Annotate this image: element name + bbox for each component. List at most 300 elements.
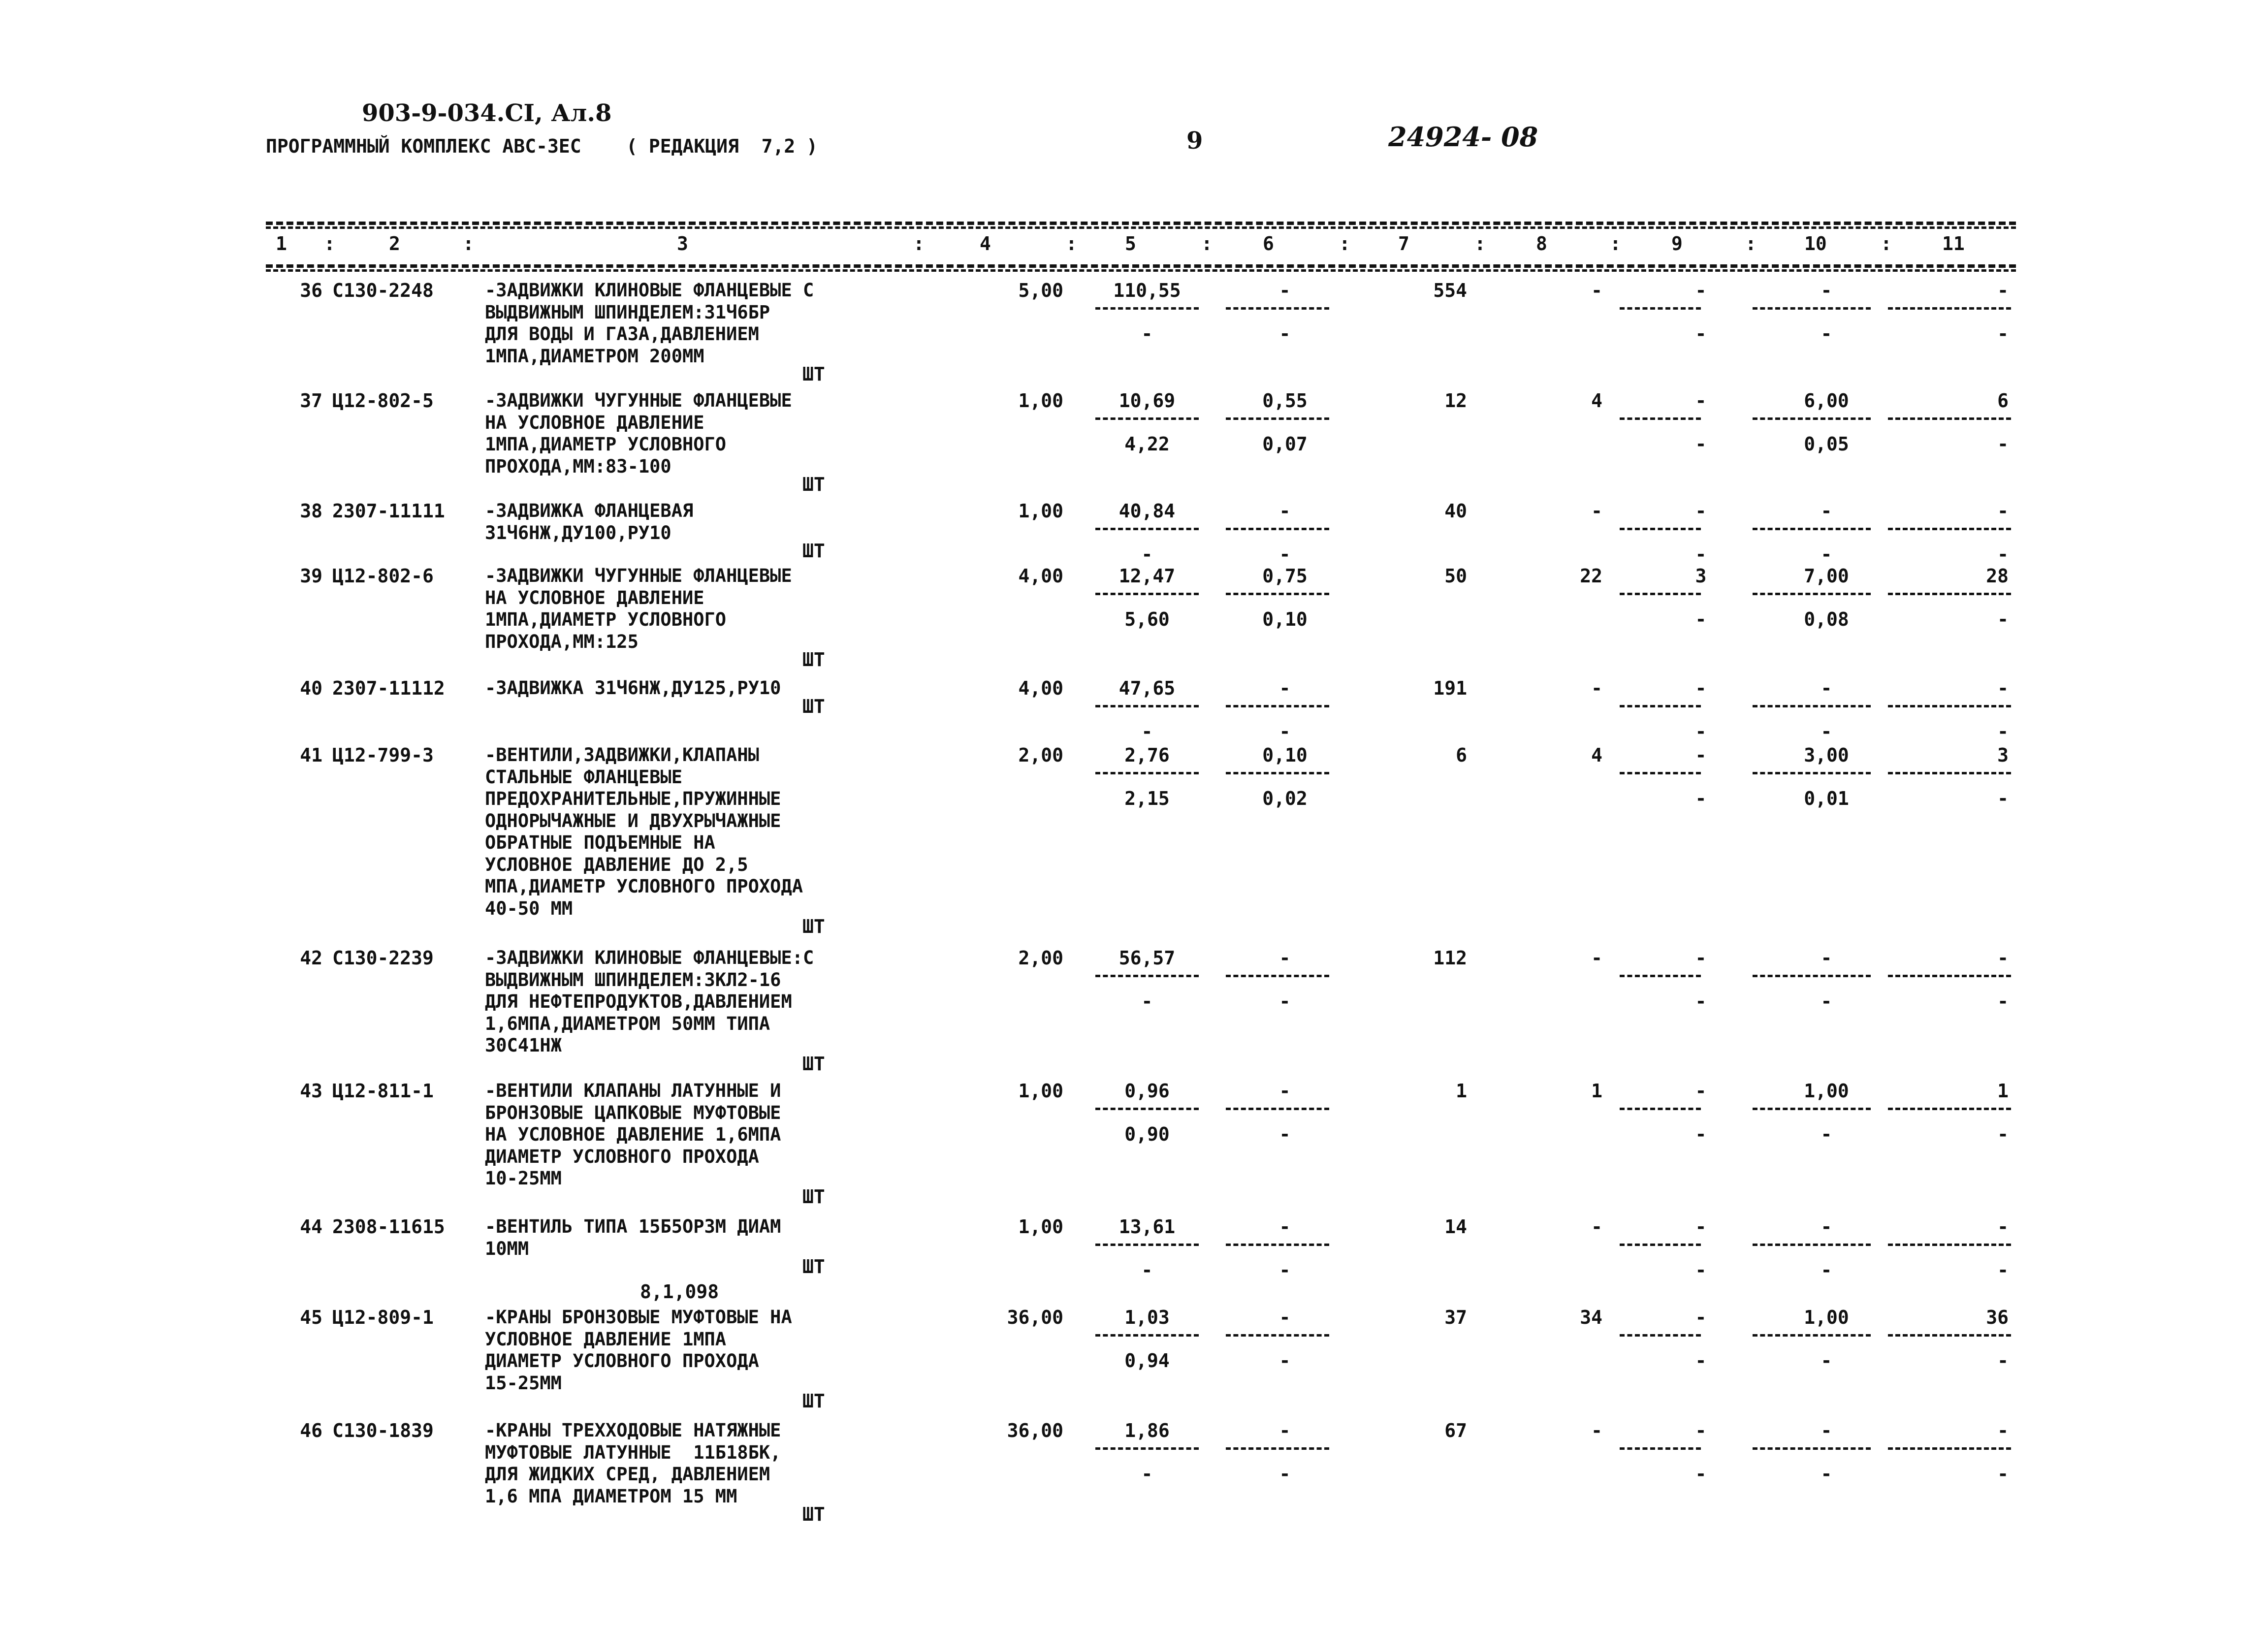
row-quantity: 1,00 (1018, 1216, 1063, 1238)
row-description-line: -КРАНЫ БРОНЗОВЫЕ МУФТОВЫЕ НА (485, 1307, 792, 1328)
cell-divider-line (1226, 417, 1329, 420)
table-top-rule (266, 222, 2016, 225)
cell-divider-line (1888, 417, 2011, 420)
cell-divider-line (1620, 1334, 1701, 1337)
row-col11: - (1997, 500, 2009, 522)
row-col9: - (1695, 677, 1707, 699)
row-number: 45 (300, 1307, 322, 1328)
col-sep: : (324, 233, 335, 255)
row-col5-lower: 4,22 (1124, 433, 1170, 455)
row-col5: 1,03 (1124, 1307, 1170, 1328)
row-quantity: 5,00 (1018, 280, 1063, 301)
cell-divider-line (1226, 1108, 1329, 1110)
row-col6: - (1279, 947, 1291, 969)
row-col9: - (1695, 1307, 1707, 1328)
row-col10-lower: 0,05 (1804, 433, 1849, 455)
row-col10: 6,00 (1804, 390, 1849, 412)
row-unit: ШТ (802, 649, 825, 670)
col-header-5: 5 (1125, 233, 1136, 255)
cell-divider-line (1095, 1244, 1199, 1246)
col-header-6: 6 (1263, 233, 1274, 255)
row-col6-lower: - (1279, 1350, 1291, 1372)
row-col9-lower: - (1695, 608, 1707, 630)
row-col11: 28 (1986, 565, 2009, 587)
row-col10: 1,00 (1804, 1307, 1849, 1328)
cell-divider-line (1226, 1244, 1329, 1246)
row-pre-note: 8,1,098 (640, 1281, 719, 1303)
cell-divider-line (1226, 593, 1329, 595)
row-description-line: -ЗАДВИЖКИ ЧУГУННЫЕ ФЛАНЦЕВЫЕ (485, 565, 792, 586)
row-col7: 37 (1444, 1307, 1467, 1328)
row-col6: - (1279, 1080, 1291, 1102)
row-description-line: 10ММ (485, 1238, 529, 1259)
row-col5: 12,47 (1118, 565, 1176, 587)
row-quantity: 4,00 (1018, 677, 1063, 699)
row-col5-lower: 0,94 (1124, 1350, 1170, 1372)
row-col9-lower: - (1695, 721, 1707, 742)
row-col11: - (1997, 947, 2009, 969)
cell-divider-line (1620, 705, 1701, 707)
row-description-line: ДЛЯ ВОДЫ И ГАЗА,ДАВЛЕНИЕМ (485, 323, 759, 345)
row-col5-lower: - (1141, 323, 1153, 345)
row-col11: 3 (1997, 744, 2009, 766)
row-col6: - (1279, 280, 1291, 301)
row-col9: - (1695, 1420, 1707, 1441)
row-code: 2307-11112 (332, 677, 445, 699)
row-col8: 1 (1591, 1080, 1602, 1102)
cell-divider-line (1753, 307, 1871, 310)
row-code: С130-2239 (332, 947, 434, 969)
cell-divider-line (1226, 705, 1329, 707)
row-col9-lower: - (1695, 323, 1707, 345)
row-description-line: -ЗАДВИЖКА ФЛАНЦЕВАЯ (485, 500, 694, 521)
row-col9: - (1695, 744, 1707, 766)
cell-divider-line (1753, 705, 1871, 707)
cell-divider-line (1620, 1447, 1701, 1450)
row-col5-lower: 5,60 (1124, 608, 1170, 630)
table-top-rule-2 (266, 226, 2016, 229)
row-description-line: 15-25ММ (485, 1372, 562, 1394)
row-col11-lower: - (1997, 608, 2009, 630)
program-line: ПРОГРАММНЫЙ КОМПЛЕКС АВС-ЗЕС ( РЕДАКЦИЯ 7,2 ) (266, 135, 818, 157)
cell-divider-line (1888, 1244, 2011, 1246)
handwritten-code: 24924- 08 (1388, 121, 1538, 153)
row-description-line: 1МПА,ДИАМЕТРОМ 200ММ (485, 345, 704, 367)
row-col11-lower: - (1997, 990, 2009, 1012)
row-description-line: 10-25ММ (485, 1168, 562, 1189)
col-sep: : (1610, 233, 1621, 255)
row-col9: - (1695, 1080, 1707, 1102)
page-number: 9 (1186, 127, 1203, 155)
row-col10: - (1821, 947, 1832, 969)
row-quantity: 1,00 (1018, 1080, 1063, 1102)
row-col10: - (1821, 280, 1832, 301)
cell-divider-line (1620, 417, 1701, 420)
row-description-line: 31Ч6НЖ,ДУ100,РУ10 (485, 522, 671, 543)
row-col11-lower: - (1997, 543, 2009, 565)
col-header-1: 1 (276, 233, 287, 255)
col-sep: : (1339, 233, 1350, 255)
row-col7: 554 (1433, 280, 1467, 301)
row-col5: 2,76 (1124, 744, 1170, 766)
cell-divider-line (1888, 1108, 2011, 1110)
table-header-bottom-rule-2 (266, 269, 2016, 272)
row-description-line: ДЛЯ НЕФТЕПРОДУКТОВ,ДАВЛЕНИЕМ (485, 991, 792, 1012)
row-col6-lower: 0,07 (1262, 433, 1308, 455)
row-description-line: -ВЕНТИЛИ КЛАПАНЫ ЛАТУННЫЕ И (485, 1080, 781, 1101)
cell-divider-line (1753, 1334, 1871, 1337)
cell-divider-line (1753, 417, 1871, 420)
cell-divider-line (1226, 528, 1329, 530)
row-col11-lower: - (1997, 1259, 2009, 1281)
cell-divider-line (1753, 528, 1871, 530)
row-col8: - (1591, 947, 1602, 969)
col-header-8: 8 (1536, 233, 1547, 255)
row-quantity: 2,00 (1018, 744, 1063, 766)
cell-divider-line (1620, 772, 1701, 774)
row-description-line: -ВЕНТИЛИ,ЗАДВИЖКИ,КЛАПАНЫ (485, 744, 759, 766)
col-header-4: 4 (980, 233, 991, 255)
cell-divider-line (1095, 975, 1199, 977)
row-col7: 40 (1444, 500, 1467, 522)
row-description-line: ПРОХОДА,ММ:125 (485, 631, 639, 652)
row-col5: 1,86 (1124, 1420, 1170, 1441)
cell-divider-line (1888, 705, 2011, 707)
row-description-line: ПРЕДОХРАНИТЕЛЬНЫЕ,ПРУЖИННЫЕ (485, 788, 781, 809)
row-unit: ШТ (802, 1256, 825, 1277)
row-col10-lower: - (1821, 1463, 1832, 1485)
col-sep: : (463, 233, 474, 255)
row-col5-lower: - (1141, 1463, 1153, 1485)
row-number: 38 (300, 500, 322, 522)
row-col7: 50 (1444, 565, 1467, 587)
cell-divider-line (1095, 307, 1199, 310)
row-number: 40 (300, 677, 322, 699)
row-col8: - (1591, 500, 1602, 522)
row-col8: - (1591, 677, 1602, 699)
row-col6: 0,10 (1262, 744, 1308, 766)
row-description-line: 30С41НЖ (485, 1035, 562, 1056)
col-header-9: 9 (1671, 233, 1683, 255)
row-col6: - (1279, 1216, 1291, 1238)
cell-divider-line (1888, 772, 2011, 774)
row-col6: - (1279, 500, 1291, 522)
cell-divider-line (1753, 772, 1871, 774)
row-col6-lower: - (1279, 543, 1291, 565)
row-number: 41 (300, 744, 322, 766)
row-col8: 4 (1591, 390, 1602, 412)
row-description-line: ДИАМЕТР УСЛОВНОГО ПРОХОДА (485, 1350, 759, 1372)
row-description-line: -ЗАДВИЖКА 31Ч6НЖ,ДУ125,РУ10 (485, 677, 781, 699)
row-description-line: 40-50 ММ (485, 897, 573, 919)
cell-divider-line (1620, 1244, 1701, 1246)
cell-divider-line (1753, 1108, 1871, 1110)
row-col10: 7,00 (1804, 565, 1849, 587)
row-unit: ШТ (802, 540, 825, 562)
row-col11: 1 (1997, 1080, 2009, 1102)
row-col11: - (1997, 1420, 2009, 1441)
row-unit: ШТ (802, 1390, 825, 1412)
col-sep: : (1201, 233, 1213, 255)
row-col9-lower: - (1695, 433, 1707, 455)
col-sep: : (1066, 233, 1077, 255)
row-description-line: НА УСЛОВНОЕ ДАВЛЕНИЕ (485, 587, 704, 608)
row-col5-lower: - (1141, 990, 1153, 1012)
row-col5: 40,84 (1118, 500, 1176, 522)
row-col5: 13,61 (1118, 1216, 1176, 1238)
row-col6-lower: - (1279, 990, 1291, 1012)
row-number: 36 (300, 280, 322, 301)
row-description-line: УСЛОВНОЕ ДАВЛЕНИЕ ДО 2,5 (485, 854, 748, 875)
row-col7: 191 (1433, 677, 1467, 699)
row-col10-lower: - (1821, 1350, 1832, 1372)
cell-divider-line (1753, 1447, 1871, 1450)
cell-divider-line (1888, 975, 2011, 977)
row-number: 39 (300, 565, 322, 587)
row-description-line: ВЫДВИЖНЫМ ШПИНДЕЛЕМ:ЗКЛ2-16 (485, 969, 781, 990)
row-description-line: ОДНОРЫЧАЖНЫЕ И ДВУХРЫЧАЖНЫЕ (485, 810, 781, 831)
row-number: 42 (300, 947, 322, 969)
cell-divider-line (1888, 1447, 2011, 1450)
cell-divider-line (1620, 593, 1701, 595)
row-description-line: МПА,ДИАМЕТР УСЛОВНОГО ПРОХОДА (485, 876, 803, 897)
row-col9: 3 (1695, 565, 1707, 587)
row-col9-lower: - (1695, 543, 1707, 565)
row-quantity: 36,00 (1007, 1307, 1063, 1328)
row-col10: - (1821, 500, 1832, 522)
row-col5-lower: - (1141, 721, 1153, 742)
cell-divider-line (1095, 1108, 1199, 1110)
row-description-line: СТАЛЬНЫЕ ФЛАНЦЕВЫЕ (485, 766, 682, 788)
cell-divider-line (1620, 1108, 1701, 1110)
row-description-line: -КРАНЫ ТРЕХХОДОВЫЕ НАТЯЖНЫЕ (485, 1420, 781, 1441)
row-description-line: 1МПА,ДИАМЕТР УСЛОВНОГО (485, 434, 727, 455)
row-col8: - (1591, 1420, 1602, 1441)
cell-divider-line (1620, 528, 1701, 530)
row-col5: 10,69 (1118, 390, 1176, 412)
row-col8: 4 (1591, 744, 1602, 766)
row-col11-lower: - (1997, 1463, 2009, 1485)
row-description-line: ДИАМЕТР УСЛОВНОГО ПРОХОДА (485, 1146, 759, 1167)
row-col5: 47,65 (1118, 677, 1176, 699)
row-col11-lower: - (1997, 721, 2009, 742)
row-description-line: -ЗАДВИЖКИ КЛИНОВЫЕ ФЛАНЦЕВЫЕ С (485, 280, 814, 301)
col-header-3: 3 (677, 233, 688, 255)
cell-divider-line (1226, 975, 1329, 977)
row-col6: - (1279, 1420, 1291, 1441)
row-col11-lower: - (1997, 788, 2009, 809)
row-col8: 22 (1580, 565, 1602, 587)
row-number: 43 (300, 1080, 322, 1102)
cell-divider-line (1095, 1447, 1199, 1450)
row-col11: 6 (1997, 390, 2009, 412)
row-description-line: ВЫДВИЖНЫМ ШПИНДЕЛЕМ:31Ч6БР (485, 301, 770, 323)
row-col11: - (1997, 280, 2009, 301)
col-sep: : (1745, 233, 1757, 255)
col-sep: : (913, 233, 925, 255)
row-description-line: ОБРАТНЫЕ ПОДЪЕМНЫЕ НА (485, 832, 715, 853)
row-col9-lower: - (1695, 1463, 1707, 1485)
row-description-line: УСЛОВНОЕ ДАВЛЕНИЕ 1МПА (485, 1328, 727, 1350)
row-code: Ц12-802-6 (332, 565, 434, 587)
row-col8: 34 (1580, 1307, 1602, 1328)
row-quantity: 36,00 (1007, 1420, 1063, 1441)
row-col7: 14 (1444, 1216, 1467, 1238)
cell-divider-line (1226, 1447, 1329, 1450)
row-col5: 56,57 (1118, 947, 1176, 969)
row-col5-lower: - (1141, 543, 1153, 565)
table-header-bottom-rule (266, 264, 2016, 268)
row-quantity: 4,00 (1018, 565, 1063, 587)
row-col6: - (1279, 1307, 1291, 1328)
cell-divider-line (1095, 772, 1199, 774)
row-unit: ШТ (802, 1185, 825, 1208)
row-col11: - (1997, 677, 2009, 699)
col-header-11: 11 (1942, 233, 1965, 255)
cell-divider-line (1226, 772, 1329, 774)
cell-divider-line (1226, 1334, 1329, 1337)
row-col5-lower: 2,15 (1124, 788, 1170, 809)
row-col5: 0,96 (1124, 1080, 1170, 1102)
cell-divider-line (1753, 975, 1871, 977)
row-description-line: ПРОХОДА,ММ:83-100 (485, 455, 671, 477)
cell-divider-line (1095, 705, 1199, 707)
row-description-line: ДЛЯ ЖИДКИХ СРЕД, ДАВЛЕНИЕМ (485, 1464, 770, 1485)
row-col11-lower: - (1997, 433, 2009, 455)
row-col9-lower: - (1695, 990, 1707, 1012)
row-col10: - (1821, 677, 1832, 699)
row-col10: 3,00 (1804, 744, 1849, 766)
row-col11: 36 (1986, 1307, 2009, 1328)
row-description-line: НА УСЛОВНОЕ ДАВЛЕНИЕ (485, 412, 704, 433)
col-sep: : (1474, 233, 1486, 255)
row-quantity: 1,00 (1018, 500, 1063, 522)
row-col11-lower: - (1997, 323, 2009, 345)
row-col6-lower: - (1279, 1259, 1291, 1281)
row-col6-lower: - (1279, 1123, 1291, 1145)
row-description-line: 1,6МПА,ДИАМЕТРОМ 50ММ ТИПА (485, 1013, 770, 1034)
row-col7: 112 (1433, 947, 1467, 969)
row-col10: - (1821, 1216, 1832, 1238)
row-col10-lower: 0,08 (1804, 608, 1849, 630)
row-col7: 1 (1456, 1080, 1467, 1102)
row-col9-lower: - (1695, 788, 1707, 809)
row-unit: ШТ (802, 916, 825, 937)
row-col10-lower: - (1821, 323, 1832, 345)
row-number: 44 (300, 1216, 322, 1238)
row-col10-lower: - (1821, 1123, 1832, 1145)
row-col6-lower: - (1279, 1463, 1291, 1485)
row-col10: - (1821, 1420, 1832, 1441)
row-code: 2308-11615 (332, 1216, 445, 1238)
row-unit: ШТ (802, 363, 825, 385)
row-code: Ц12-811-1 (332, 1080, 434, 1102)
row-number: 46 (300, 1420, 322, 1441)
row-col8: - (1591, 280, 1602, 301)
row-col10-lower: - (1821, 721, 1832, 742)
cell-divider-line (1620, 307, 1701, 310)
cell-divider-line (1095, 593, 1199, 595)
row-col9: - (1695, 390, 1707, 412)
row-col9: - (1695, 280, 1707, 301)
cell-divider-line (1620, 975, 1701, 977)
row-code: 2307-11111 (332, 500, 445, 522)
row-col5-lower: - (1141, 1259, 1153, 1281)
row-col9-lower: - (1695, 1123, 1707, 1145)
row-description-line: НА УСЛОВНОЕ ДАВЛЕНИЕ 1,6МПА (485, 1124, 781, 1145)
row-description-line: 1МПА,ДИАМЕТР УСЛОВНОГО (485, 609, 727, 630)
row-col9-lower: - (1695, 1350, 1707, 1372)
row-description-line: БРОНЗОВЫЕ ЦАПКОВЫЕ МУФТОВЫЕ (485, 1102, 781, 1123)
cell-divider-line (1888, 593, 2011, 595)
row-code: Ц12-809-1 (332, 1307, 434, 1328)
row-description-line: -ЗАДВИЖКИ КЛИНОВЫЕ ФЛАНЦЕВЫЕ:С (485, 947, 814, 968)
col-header-2: 2 (389, 233, 400, 255)
row-code: Ц12-799-3 (332, 744, 434, 766)
row-col5-lower: 0,90 (1124, 1123, 1170, 1145)
col-header-10: 10 (1804, 233, 1827, 255)
doc-code: 903-9-034.СI, Ал.8 (362, 99, 612, 127)
cell-divider-line (1753, 1244, 1871, 1246)
row-description-line: -ВЕНТИЛЬ ТИПА 15Б5ОР3М ДИАМ (485, 1216, 781, 1237)
cell-divider-line (1226, 307, 1329, 310)
row-col5: 110,55 (1113, 280, 1181, 301)
row-quantity: 2,00 (1018, 947, 1063, 969)
cell-divider-line (1095, 528, 1199, 530)
row-col6: - (1279, 677, 1291, 699)
row-number: 37 (300, 390, 322, 412)
row-col6-lower: - (1279, 323, 1291, 345)
row-col7: 12 (1444, 390, 1467, 412)
row-description-line: 1,6 МПА ДИАМЕТРОМ 15 ММ (485, 1485, 737, 1507)
row-col9: - (1695, 500, 1707, 522)
row-col6: 0,75 (1262, 565, 1308, 587)
row-col9: - (1695, 1216, 1707, 1238)
col-sep: : (1881, 233, 1892, 255)
row-col9-lower: - (1695, 1259, 1707, 1281)
row-quantity: 1,00 (1018, 390, 1063, 412)
row-col10: 1,00 (1804, 1080, 1849, 1102)
cell-divider-line (1888, 307, 2011, 310)
row-unit: ШТ (802, 1053, 825, 1075)
row-col6-lower: - (1279, 721, 1291, 742)
row-col7: 67 (1444, 1420, 1467, 1441)
row-code: С130-1839 (332, 1420, 434, 1441)
row-col10-lower: - (1821, 543, 1832, 565)
row-col11: - (1997, 1216, 2009, 1238)
row-col10-lower: - (1821, 1259, 1832, 1281)
cell-divider-line (1095, 1334, 1199, 1337)
row-col8: - (1591, 1216, 1602, 1238)
cell-divider-line (1888, 528, 2011, 530)
row-col11-lower: - (1997, 1123, 2009, 1145)
row-col7: 6 (1456, 744, 1467, 766)
row-description-line: МУФТОВЫЕ ЛАТУННЫЕ 11Б18БК, (485, 1441, 781, 1463)
row-unit: ШТ (802, 695, 825, 717)
col-header-7: 7 (1398, 233, 1409, 255)
row-col9: - (1695, 947, 1707, 969)
cell-divider-line (1095, 417, 1199, 420)
row-unit: ШТ (802, 474, 825, 495)
cell-divider-line (1888, 1334, 2011, 1337)
row-col6: 0,55 (1262, 390, 1308, 412)
row-col6-lower: 0,02 (1262, 788, 1308, 809)
row-col10-lower: - (1821, 990, 1832, 1012)
cell-divider-line (1753, 593, 1871, 595)
row-code: Ц12-802-5 (332, 390, 434, 412)
row-unit: ШТ (802, 1503, 825, 1525)
row-col10-lower: 0,01 (1804, 788, 1849, 809)
